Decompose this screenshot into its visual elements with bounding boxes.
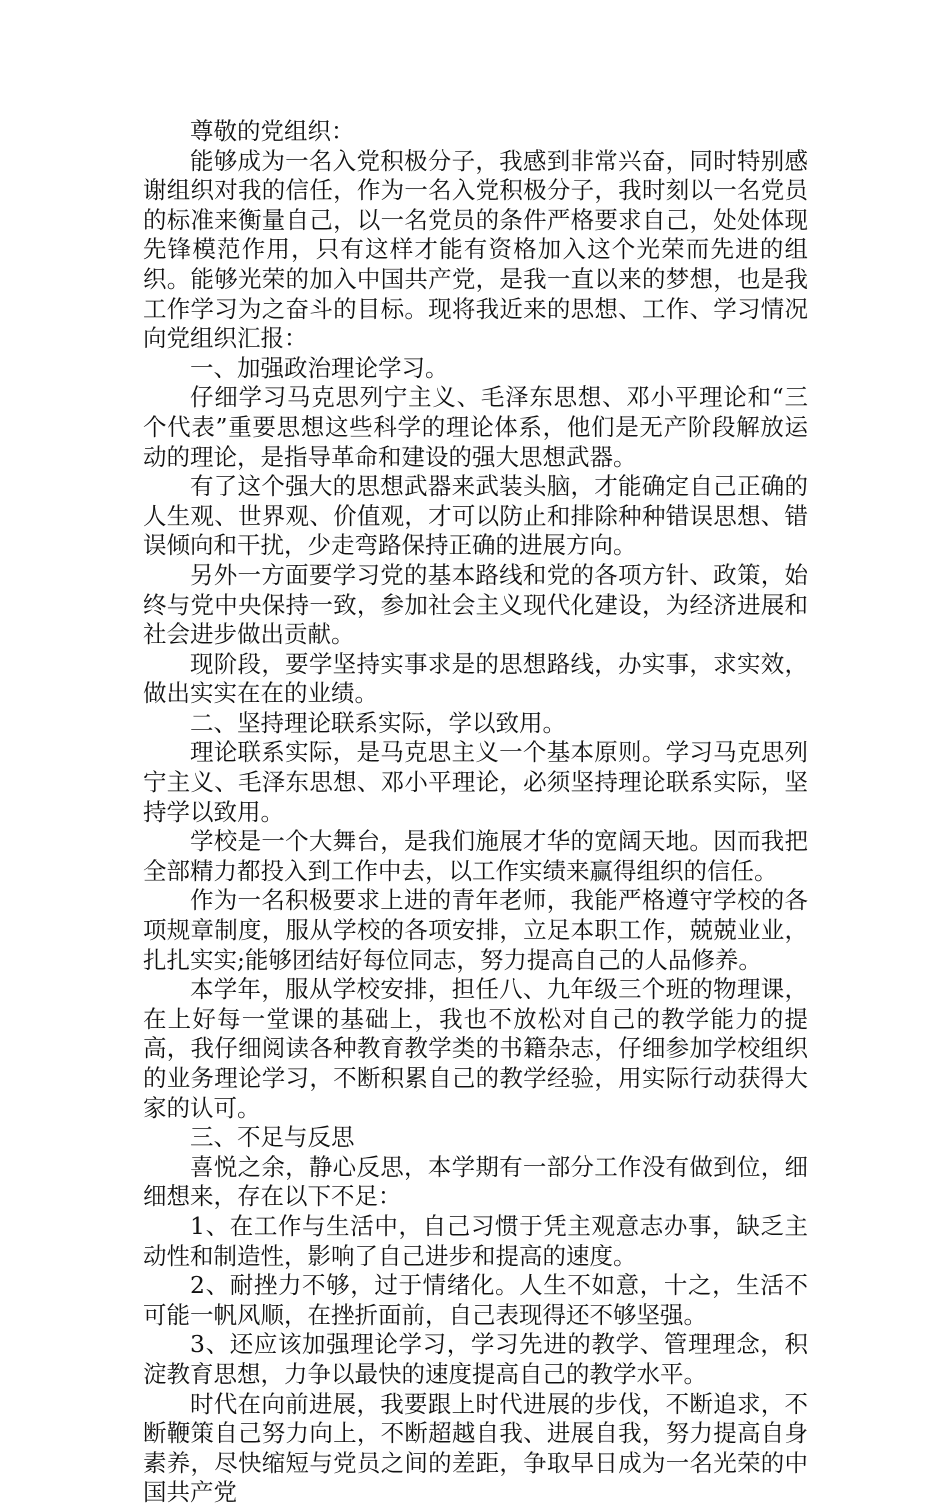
- document-page: [143, 117, 808, 1508]
- paragraph: 喜悦之余，静心反思，本学期有一部分工作没有做到位，细细想来，存在以下不足：: [143, 1152, 808, 1211]
- section-heading-2: 二、坚持理论联系实际，学以致用。: [190, 708, 566, 737]
- paragraph-intro: 能够成为一名入党积极分子，我感到非常兴奋，同时特别感谢组织对我的信任，作为一名入党积极分子，我时刻以一名党员的标准来衡量自己，以一名党员的条件严格要求自己，处处体现先锋模范作用，只有这样才能有资格加入这个光荣而先进的组织。能够光荣的加入中国共产党，是我一直以来的梦想，也是我工作学习为之奋斗的目标。现将我近来的思想、工作、学习情况向党组织汇报：: [143, 146, 808, 353]
- paragraph: 有了这个强大的思想武器来武装头脑，才能确定自己正确的人生观、世界观、价值观，才可以防止和排除种种错误思想、错误倾向和干扰，少走弯路保持正确的进展方向。: [143, 472, 808, 560]
- paragraph: 学校是一个大舞台，是我们施展才华的宽阔天地。因而我把全部精力都投入到工作中去，以工作实绩来赢得组织的信任。: [143, 827, 808, 885]
- list-item: 2、耐挫力不够，过于情绪化。人生不如意，十之，生活不可能一帆风顺，在挫折面前，自己表现得还不够坚强。: [143, 1271, 808, 1329]
- section-heading-3: 三、不足与反思: [190, 1123, 355, 1152]
- list-item: 1、在工作与生活中，自己习惯于凭主观意志办事，缺乏主动性和制造性，影响了自己进步和提高的速度。: [143, 1211, 808, 1270]
- paragraph: 现阶段，要学坚持实事求是的思想路线，办实事，求实效，做出实实在在的业绩。: [143, 649, 808, 708]
- paragraph: 仔细学习马克思列宁主义、毛泽东思想、邓小平理论和“三个代表”重要思想这些科学的理论体系，他们是无产阶段解放运动的理论，是指导革命和建设的强大思想武器。: [143, 383, 808, 471]
- section-heading-1: 一、加强政治理论学习。: [190, 353, 449, 382]
- paragraph: 理论联系实际，是马克思主义一个基本原则。学习马克思列宁主义、毛泽东思想、邓小平理论，必须坚持理论联系实际，坚持学以致用。: [143, 738, 808, 826]
- salutation: 尊敬的党组织：: [190, 117, 355, 145]
- list-item: 3、还应该加强理论学习，学习先进的教学、管理理念，积淀教育思想，力争以最快的速度提高自己的教学水平。: [143, 1330, 808, 1388]
- paragraph: 本学年，服从学校安排，担任八、九年级三个班的物理课，在上好每一堂课的基础上，我也不放松对自己的教学能力的提高，我仔细阅读各种教育教学类的书籍杂志，仔细参加学校组织的业务理论学习，不断积累自己的教学经验，用实际行动获得大家的认可。: [143, 975, 808, 1122]
- paragraph: 另外一方面要学习党的基本路线和党的各项方针、政策，始终与党中央保持一致，参加社会主义现代化建设，为经济进展和社会进步做出贡献。: [143, 560, 808, 649]
- paragraph: 作为一名积极要求上进的青年老师，我能严格遵守学校的各项规章制度，服从学校的各项安排，立足本职工作，兢兢业业，扎扎实实;能够团结好每位同志，努力提高自己的人品修养。: [143, 886, 808, 974]
- paragraph-closing: 时代在向前进展，我要跟上时代进展的步伐，不断追求，不断鞭策自己努力向上，不断超越自我、进展自我，努力提高自身素养，尽快缩短与党员之间的差距，争取早日成为一名光荣的中国共产党: [143, 1389, 808, 1507]
